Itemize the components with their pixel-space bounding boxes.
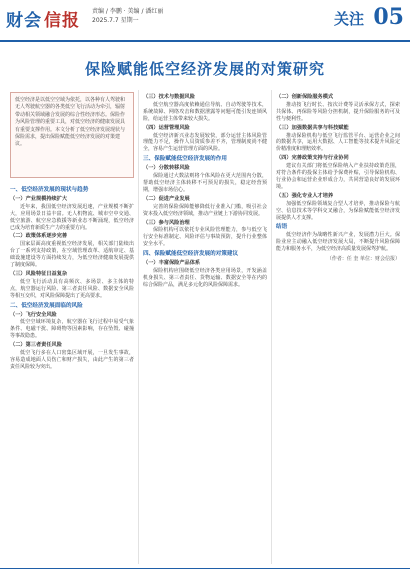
subsection-heading: （三）风险特征日益复杂 (10, 270, 68, 277)
paragraph: 完善的保险保障能够降低行业准入门槛，吸引社会资本投入低空经济领域，推动产业链上下游协同发展。 (143, 203, 267, 217)
subsection-heading: （一）丰富保险产品体系 (143, 260, 201, 267)
paragraph: 建议有关部门将低空保险纳入产业扶持政策范围，对符合条件的投保主体给予保费补贴，引导保险机构、行业协会和运营企业形成合力，共同营造良好的发展环境。 (276, 163, 400, 190)
paragraph: 近年来，我国低空经济发展迅速，产业规模不断扩大，应用场景日益丰富。无人机物流、城市空中交通、低空旅游、航空应急救援等新业态不断涌现，低空经济已成为培育新质生产力的重要方向。 (10, 203, 134, 231)
footer-rule (0, 568, 410, 569)
paragraph: 加强低空保险领域复合型人才培养，推动保险与航空、信息技术等学科交叉融合，为保险赋能低空经济发展提供人才支撑。 (276, 200, 400, 221)
subsection-heading: （五）强化专业人才培养 (276, 192, 334, 199)
paragraph: 低空航空器高度依赖通信导航、自动驾驶等技术，系统故障、网络攻击和数据泄露等问题可能引发连锁风险，给运营主体带来较大损失。 (143, 101, 267, 122)
paragraph: 低空经济作为战略性新兴产业，发展潜力巨大。保险业应主动融入低空经济发展大局，不断提升风险保障能力和服务水平，为低空经济高质量发展保驾护航。 (276, 232, 400, 253)
text-column-2 (143, 92, 267, 562)
paragraph: 推动保险机构与低空飞行监管平台、运营企业之间的数据共享，运用大数据、人工智能等技术提升风险定价精准度和理赔效率。 (276, 132, 400, 153)
paragraph: 国家层面高度重视低空经济发展，相关部门陆续出台了一系列支持政策，在空域管理改革、适航审定、基础设施建设等方面持续发力，为低空经济健康发展提供了制度保障。 (10, 241, 134, 269)
paragraph: 推动按飞行时长、按次计费等灵活承保方式，探索共保体、再保险等风险分担机制，提升保险服务的可及性与便利性。 (276, 101, 400, 122)
subsection-heading: （四）完善政策支持与行业协同 (276, 155, 349, 162)
subsection-heading: （四）运营管理风险 (143, 124, 190, 131)
masthead-logo (6, 6, 80, 31)
section-heading: 三、保险赋能低空经济发展的作用 (143, 156, 227, 163)
subsection-heading: （一）分散转移风险 (143, 165, 190, 172)
editor-credit: 责编 / 李鹏 · 美编 / 潘红丽 (92, 8, 164, 15)
section-heading: 二、低空经济发展面临的风险 (10, 302, 83, 309)
subsection-heading: （一）产业规模持续扩大 (10, 195, 68, 202)
issue-meta (92, 7, 163, 25)
page-number: 05 (373, 4, 404, 30)
article-abstract: 低空经济是以低空空域为依托，以各种有人驾驶和无人驾驶航空器的各类低空飞行活动为牵引，辐射带动相关领域融合发展的综合性经济形态。保险作为风险管理的重要工具，对低空经济的健康发展具有重要支撑作用。本文分析了低空经济发展现状与保险需求，提出保险赋能低空经济发展的对策建议。 (10, 92, 134, 178)
masthead-part-a: 财会 (6, 11, 42, 31)
section-label: 关注 (333, 10, 364, 28)
paragraph: 低空空域环境复杂，航空器在飞行过程中易受气象条件、电磁干扰、障碍物等因素影响，存在坠毁、碰撞等事故隐患。 (10, 319, 134, 340)
paragraph: 保险通过大数法则将个体风险在更大范围内分散，帮助低空经济主体转移不可预见的损失，稳定经营预期，增强市场信心。 (143, 173, 267, 193)
column-divider (271, 90, 272, 564)
paragraph: 低空飞行活动具有高频次、多场景、多主体的特点，航空器运行风险、第三者责任风险、数据安全风险等相互交织，对风险保障提出了更高要求。 (10, 278, 134, 299)
section-heading: 一、低空经济发展的现状与趋势 (10, 187, 89, 193)
section-heading: 结语 (276, 224, 288, 231)
column-divider (138, 90, 139, 564)
subsection-heading: （三）加强数据共享与科技赋能 (276, 124, 349, 131)
subsection-heading: （三）技术与数据风险 (143, 94, 195, 100)
paragraph: 保险机构可以依托专业风险管理能力，参与低空飞行安全标准制定、风险评估与事故预防，提升行业整体安全水平。 (143, 227, 267, 248)
text-column-1 (10, 184, 134, 562)
paragraph: 保险机构应围绕低空经济各类应用场景，开发涵盖机身损失、第三者责任、货物运输、数据安全等在内的综合保险产品，满足多元化的风险保障需求。 (143, 267, 267, 288)
subsection-heading: （二）创新保险服务模式 (276, 94, 334, 100)
text-column-3 (276, 92, 400, 562)
issue-date: 2025.7.7 星期一 (92, 17, 139, 24)
subsection-heading: （二）促进产业发展 (143, 195, 190, 202)
subsection-heading: （一）飞行安全风险 (10, 311, 57, 318)
page-header (0, 0, 410, 42)
paragraph: 低空飞行多在人口密集区域开展，一旦发生事故，容易造成地面人员伤亡和财产损失，由此产生的第三者责任风险较为突出。 (10, 350, 134, 370)
masthead-part-b: 信报 (44, 11, 80, 31)
article-title: 保险赋能低空经济发展的对策研究 (84, 60, 325, 78)
subsection-heading: （三）参与风险治理 (143, 219, 190, 226)
subsection-heading: （二）政策体系逐步完善 (10, 233, 68, 240)
author-credit: （作者：任 奎 单位：财会信报） (326, 256, 400, 263)
section-heading: 四、保险赋能低空经济发展的对策建议 (143, 251, 239, 258)
subsection-heading: （二）第三者责任风险 (10, 342, 62, 349)
paragraph: 低空经济新兴业态发展较快，部分运营主体风险管理能力不足，操作人员资质参差不齐，管理制度尚不健全，容易产生运营管理方面的风险。 (143, 132, 267, 153)
